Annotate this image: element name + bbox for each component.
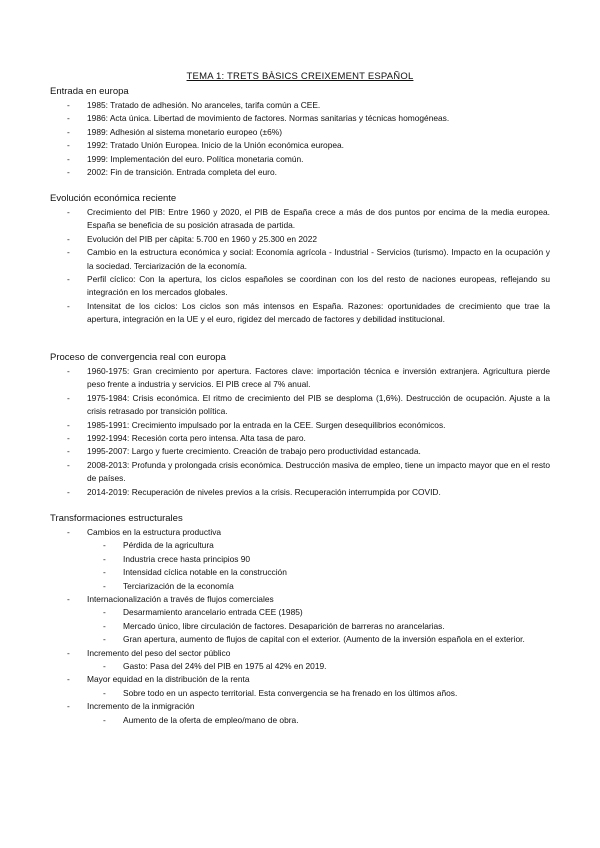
list-item: - Perfil cíclico: Con la apertura, los ciclos españoles se coordinan con los del resto de naciones europeas, reflejando su integración en los mercados globales. xyxy=(67,274,550,298)
list-item: - Cambio en la estructura económica y social: Economía agrícola - Industrial - Servicios (turismo). Impacto en la ocupación y la sociedad. Terciarización de la economía. xyxy=(67,247,550,271)
sub-list-item: - Gran apertura, aumento de flujos de capital con el exterior. (Aumento de la inversión española en el exterior. xyxy=(103,634,525,645)
sub-list-item: - Gasto: Pasa del 24% del PIB en 1975 al 42% en 2019. xyxy=(103,661,327,672)
list-item: - Evolución del PIB per càpita: 5.700 en 1960 y 25.300 en 2022 xyxy=(67,233,318,244)
sub-list-item: - Pérdida de la agricultura xyxy=(103,540,214,551)
list-item: - Internacionalización a través de flujos comerciales - Desarmamiento arancelario entrada CEE (1985) - Mercado único, libre circulación de factores. Desaparición de barreras no arancelarias. - Gran apertura, aumento de flujos de capital con el exterior. (Aumento de la inversión española en el exterior. xyxy=(50,593,550,647)
sub-list xyxy=(87,687,550,700)
list-item: - 1992-1994: Recesión corta pero intensa. Alta tasa de paro. xyxy=(67,433,306,444)
bullet-list xyxy=(50,206,550,327)
list-item: - 1992: Tratado Unión Europea. Inicio de la Unión económica europea. xyxy=(67,140,345,151)
sub-list-item: - Sobre todo en un aspecto territorial. Esta convergencia se ha frenado en los últimos años. xyxy=(103,687,458,698)
list-item: - 1985: Tratado de adhesión. No aranceles, tarifa común a CEE. xyxy=(67,100,321,110)
list-item: - 1986: Acta única. Libertad de movimiento de factores. Normas sanitarias y técnicas homogéneas. xyxy=(67,113,450,124)
section-heading: Proceso de convergencia real con europa xyxy=(50,352,226,363)
list-item: - 1999: Implementación del euro. Política monetaria común. xyxy=(67,153,304,164)
list-item: - Incremento de la inmigración - Aumento de la oferta de empleo/mano de obra. xyxy=(50,700,550,727)
list-item: - Crecimiento del PIB: Entre 1960 y 2020, el PIB de España crece a más de dos puntos por encima de la media europea. España se beneficia de su posición atrasada de partida. xyxy=(67,207,550,231)
list-item: - 1995-2007: Largo y fuerte crecimiento. Creación de trabajo pero productividad estancada. xyxy=(67,446,421,457)
sub-list-item: - Mercado único, libre circulación de factores. Desaparición de barreras no arancelarias. xyxy=(103,620,445,631)
bullet-list xyxy=(50,365,550,499)
sub-list-item: - Terciarización de la economía xyxy=(103,580,234,591)
list-item: - Mayor equidad en la distribución de la renta - Sobre todo en un aspecto territorial. Esta convergencia se ha frenado en los últimos años. xyxy=(50,673,550,700)
sub-list-item: - Desarmamiento arancelario entrada CEE (1985) xyxy=(103,607,303,618)
sub-list-item: - Aumento de la oferta de empleo/mano de obra. xyxy=(103,714,299,725)
section-evolucion-economica xyxy=(50,192,550,327)
list-item: - 1975-1984: Crisis económica. El ritmo de crecimiento del PIB se desploma (1,6%). Destrucción de ocupación. Ajuste a la crisis retrasado por transición política. xyxy=(67,392,550,417)
section-entrada-en-europa xyxy=(50,85,550,179)
sub-list xyxy=(87,714,550,727)
bullet-list xyxy=(50,99,550,179)
list-item: - 1960-1975: Gran crecimiento por apertura. Factores clave: importación técnica e inversión extranjera. Agricultura pierde peso frente a industria y servicios. El PIB crece al 7% anual. xyxy=(67,366,550,390)
section-heading: Entrada en europa xyxy=(50,86,129,97)
sub-list-item: - Intensidad cíclica notable en la construcción xyxy=(103,567,287,578)
document-title: TEMA 1: TRETS BÀSICS CREIXEMENT ESPAÑOL xyxy=(186,71,414,82)
sub-list xyxy=(87,660,550,673)
bullet-list xyxy=(50,526,550,727)
section-heading: Transformaciones estructurales xyxy=(50,513,183,524)
list-item: - 2002: Fin de transición. Entrada completa del euro. xyxy=(67,167,277,178)
list-item: - 2008-2013: Profunda y prolongada crisis económica. Destrucción masiva de empleo, tiene un impacto mayor que en el resto de países. xyxy=(67,459,550,484)
list-item: - Intensitat de los ciclos: Los ciclos son más intensos en España. Razones: oportunidades de crecimiento que trae la apertura, integración en la UE y el euro, rigidez del mercado de factores y debilidad institucional. xyxy=(67,300,550,325)
sub-list xyxy=(87,539,550,593)
list-item: - 1989: Adhesión al sistema monetario europeo (±6%) xyxy=(67,126,283,137)
sub-list xyxy=(87,606,550,646)
list-item: - 1985-1991: Crecimiento impulsado por la entrada en la CEE. Surgen desequilibrios económicos. xyxy=(67,419,446,430)
list-item: - Cambios en la estructura productiva - Pérdida de la agricultura - Industria crece hasta principios 90 - Intensidad cíclica notable en la construcción - Terciarización de la economía xyxy=(50,526,550,593)
sub-list-item: - Industria crece hasta principios 90 xyxy=(103,553,251,564)
section-proceso-convergencia xyxy=(50,351,550,499)
list-item: - Incremento del peso del sector público - Gasto: Pasa del 24% del PIB en 1975 al 42% en 2019. xyxy=(50,647,550,674)
section-transformaciones-estructurales xyxy=(50,512,550,727)
section-heading: Evolución económica reciente xyxy=(50,193,177,204)
list-item: - 2014-2019: Recuperación de niveles previos a la crisis. Recuperación interrumpida por COVID. xyxy=(67,486,441,497)
